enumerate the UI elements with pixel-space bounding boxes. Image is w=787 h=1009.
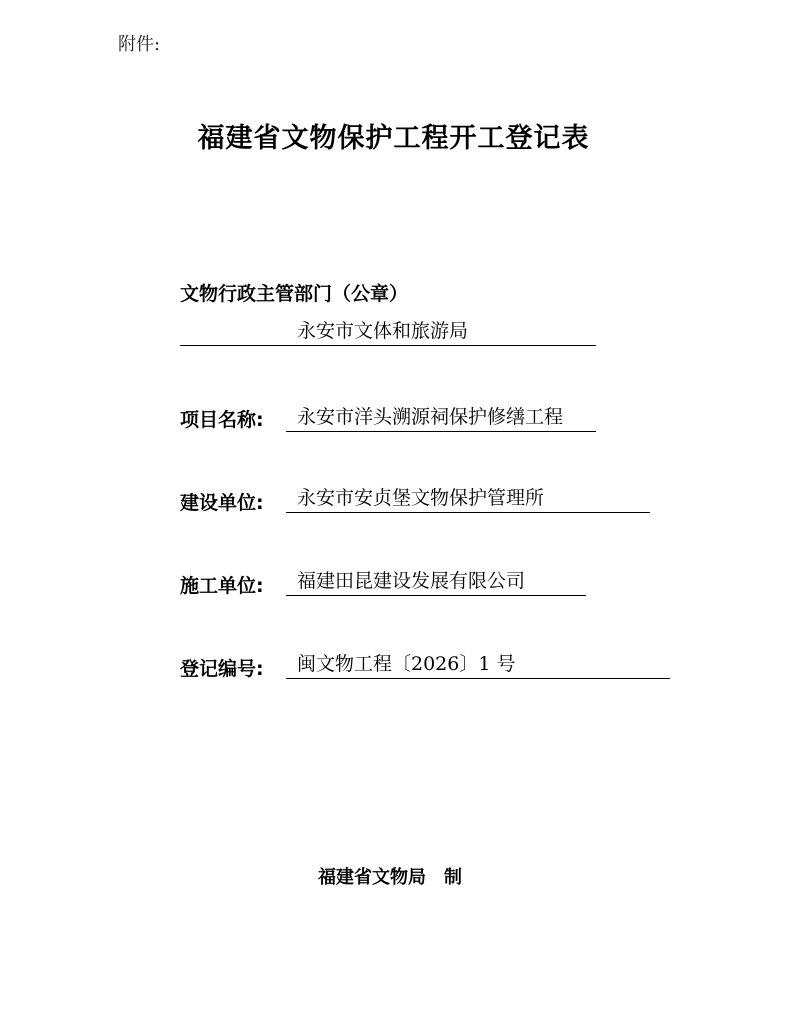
constructor-label: 施工单位: [180, 575, 264, 597]
form-title-text: 福建省文物保护工程开工登记表 [197, 123, 590, 154]
issuer-suffix: 制 [444, 867, 462, 888]
registration-number-value: 闽文物工程〔2026〕1 号 [297, 653, 516, 675]
project-name-label: 项目名称: [180, 409, 264, 431]
department-value: 永安市文体和旅游局 [297, 320, 469, 342]
issuer-name: 福建省文物局 [318, 867, 426, 888]
project-name-value: 永安市洋头溯源祠保护修缮工程 [297, 406, 564, 428]
builder-value: 永安市安贞堡文物保护管理所 [297, 487, 545, 509]
department-label: 文物行政主管部门（公章） [180, 283, 409, 305]
builder-label: 建设单位: [180, 492, 264, 514]
constructor-value: 福建田昆建设发展有限公司 [297, 570, 526, 592]
issuer-footer [318, 863, 462, 889]
attachment-label: 附件: [118, 34, 161, 55]
registration-number-label: 登记编号: [180, 658, 264, 680]
form-title [0, 116, 787, 155]
